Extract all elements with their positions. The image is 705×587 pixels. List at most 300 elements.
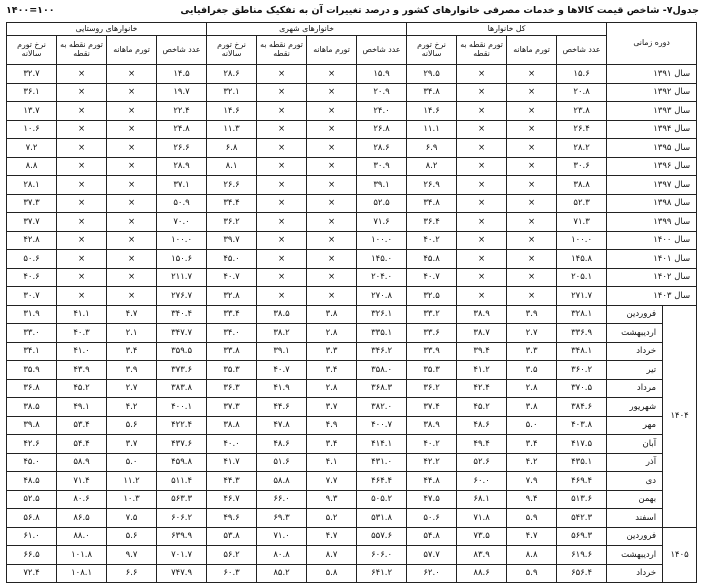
table-row	[7, 305, 697, 324]
table-cell: ۷.۹	[507, 472, 557, 491]
table-cell: ۲.۷	[107, 379, 157, 398]
table-cell: ۳۶.۲	[207, 213, 257, 232]
table-cell: ×	[257, 176, 307, 195]
table-cell: ۳۴.۱	[7, 342, 57, 361]
table-cell: ۶۴۱.۲	[357, 564, 407, 583]
table-cell: ۳۷.۱	[157, 176, 207, 195]
table-cell: ۳۶.۲	[407, 379, 457, 398]
table-cell: ×	[457, 83, 507, 102]
table-cell: ۶۶.۰	[257, 490, 307, 509]
month-label: آذر	[607, 453, 663, 472]
table-cell: ۴۰.۷	[207, 268, 257, 287]
table-cell: ۲۹.۵	[407, 65, 457, 84]
table-cell: ۴۰.۲	[407, 435, 457, 454]
table-cell: ×	[507, 102, 557, 121]
table-cell: ۶۳۹.۹	[157, 527, 207, 546]
month-label: بهمن	[607, 490, 663, 509]
column-header-row	[7, 36, 697, 65]
table-cell: ۴۲.۴	[457, 379, 507, 398]
table-cell: ۴۳.۹	[57, 361, 107, 380]
table-cell: ۲۸.۲	[557, 139, 607, 158]
table-cell: ۳.۷	[107, 435, 157, 454]
table-cell: ×	[257, 250, 307, 269]
table-body	[7, 65, 697, 583]
table-cell: ×	[507, 139, 557, 158]
table-cell: ۳۶.۳	[207, 379, 257, 398]
table-cell: ×	[57, 157, 107, 176]
table-cell: ×	[257, 65, 307, 84]
table-cell: ۵۳.۴	[57, 416, 107, 435]
table-cell: ×	[107, 139, 157, 158]
table-cell: ×	[457, 120, 507, 139]
table-cell: ۲۶.۴	[557, 120, 607, 139]
table-cell: ۴۵.۰	[207, 250, 257, 269]
table-cell: ×	[307, 120, 357, 139]
table-cell: ۳۶.۴	[407, 213, 457, 232]
table-cell: ×	[307, 194, 357, 213]
table-cell: ۳.۴	[107, 342, 157, 361]
table-cell: ۱۳.۷	[7, 102, 57, 121]
table-cell: ×	[507, 194, 557, 213]
table-cell: ۲۱۱.۷	[157, 268, 207, 287]
table-cell: ۴۴.۶	[257, 398, 307, 417]
table-cell: ۳۸.۵	[257, 305, 307, 324]
table-cell: ×	[107, 65, 157, 84]
annual-inflation-col-header: نرخ تورم سالانه	[407, 36, 457, 65]
table-cell: ۵.۲	[307, 509, 357, 528]
table-cell: ×	[107, 250, 157, 269]
table-cell: ۸۰.۸	[257, 546, 307, 565]
table-cell: ۴۰۳.۸	[557, 416, 607, 435]
table-row	[7, 287, 697, 306]
table-cell: ۱۵.۹	[357, 65, 407, 84]
table-cell: ۸۸.۶	[457, 564, 507, 583]
table-row	[7, 231, 697, 250]
table-cell: ۲۰.۸	[557, 83, 607, 102]
table-cell: ۳.۳	[507, 342, 557, 361]
table-row	[7, 527, 697, 546]
table-row	[7, 250, 697, 269]
row-label: سال ۱۳۹۱	[607, 65, 697, 84]
table-cell: ۸.۲	[407, 157, 457, 176]
table-cell: ۳۷۳.۶	[157, 361, 207, 380]
table-cell: ۳.۹	[507, 305, 557, 324]
table-row	[7, 490, 697, 509]
table-cell: ۳۷۰.۵	[557, 379, 607, 398]
month-label: شهریور	[607, 398, 663, 417]
table-cell: ×	[307, 83, 357, 102]
table-row	[7, 83, 697, 102]
table-cell: ۴۳۷.۶	[157, 435, 207, 454]
table-cell: ۵۶.۸	[7, 509, 57, 528]
table-cell: ×	[107, 102, 157, 121]
table-cell: ۶.۹	[407, 139, 457, 158]
table-cell: ۱۴۵.۰	[357, 250, 407, 269]
table-cell: ۵۱۳.۶	[557, 490, 607, 509]
table-cell: ×	[307, 268, 357, 287]
table-cell: ۳۴.۰	[207, 324, 257, 343]
table-cell: ۳۲.۸	[207, 287, 257, 306]
index-col-header: عدد شاخص	[157, 36, 207, 65]
table-cell: ۳۲.۵	[407, 287, 457, 306]
point-inflation-col-header: تورم نقطه به نقطه	[257, 36, 307, 65]
table-cell: ۴۳۵.۱	[557, 453, 607, 472]
table-cell: ۴۰۰.۱	[157, 398, 207, 417]
table-cell: ۴.۱	[307, 453, 357, 472]
table-cell: ۳۸.۵	[7, 398, 57, 417]
table-cell: ×	[507, 231, 557, 250]
table-cell: ×	[257, 287, 307, 306]
table-cell: ۳۴۸.۱	[557, 342, 607, 361]
table-cell: ×	[57, 65, 107, 84]
table-cell: ۱۱.۳	[207, 120, 257, 139]
month-label: تیر	[607, 361, 663, 380]
table-cell: ۴۶۹.۴	[557, 472, 607, 491]
table-row	[7, 194, 697, 213]
month-label: خرداد	[607, 564, 663, 583]
table-cell: ×	[257, 157, 307, 176]
table-row	[7, 342, 697, 361]
table-cell: ×	[457, 268, 507, 287]
table-cell: ×	[457, 194, 507, 213]
table-cell: ۸۰.۶	[57, 490, 107, 509]
table-cell: ۴.۹	[307, 416, 357, 435]
table-cell: ۳۷.۴	[407, 398, 457, 417]
table-cell: ۳۵.۹	[7, 361, 57, 380]
table-cell: ۵.۶	[107, 527, 157, 546]
table-cell: ۲۶.۸	[357, 120, 407, 139]
table-row	[7, 65, 697, 84]
table-cell: ۴۵۹.۸	[157, 453, 207, 472]
table-cell: ۴۱۷.۵	[557, 435, 607, 454]
table-cell: ۱۰۸.۱	[57, 564, 107, 583]
table-cell: ۵.۰	[507, 416, 557, 435]
table-cell: ۵۰.۶	[407, 509, 457, 528]
table-cell: ۵۰.۶	[7, 250, 57, 269]
table-cell: ×	[107, 231, 157, 250]
table-cell: ×	[257, 120, 307, 139]
row-label: سال ۱۳۹۳	[607, 102, 697, 121]
table-cell: ۴۸.۶	[257, 435, 307, 454]
table-cell: ۵۱.۶	[257, 453, 307, 472]
table-cell: ۵۸.۸	[257, 472, 307, 491]
table-cell: ۱۰۱.۸	[57, 546, 107, 565]
table-cell: ۱۱.۱	[407, 120, 457, 139]
table-cell: ۶۰۶.۲	[157, 509, 207, 528]
table-cell: ۲۴.۸	[157, 120, 207, 139]
table-cell: ×	[307, 231, 357, 250]
table-cell: ۵۲.۵	[7, 490, 57, 509]
table-cell: ۷.۲	[7, 139, 57, 158]
table-cell: ×	[57, 102, 107, 121]
group-header-urban: خانوارهای شهری	[207, 23, 407, 36]
table-cell: ۳۸.۸	[207, 416, 257, 435]
table-cell: ۳۸.۹	[457, 305, 507, 324]
table-cell: ۳۶.۸	[7, 379, 57, 398]
table-cell: ×	[507, 83, 557, 102]
table-cell: ۲۸.۱	[7, 176, 57, 195]
table-cell: ۳۷.۳	[7, 194, 57, 213]
table-cell: ۱۵۰.۶	[157, 250, 207, 269]
table-cell: ×	[57, 83, 107, 102]
month-label: دی	[607, 472, 663, 491]
table-cell: ۵.۹	[507, 564, 557, 583]
table-cell: ×	[57, 194, 107, 213]
table-cell: ×	[507, 287, 557, 306]
table-cell: ۶۵۶.۴	[557, 564, 607, 583]
table-cell: ۵۲.۳	[557, 194, 607, 213]
table-cell: ۳۴.۸	[407, 194, 457, 213]
table-cell: ×	[507, 268, 557, 287]
table-cell: ۳۶.۱	[7, 83, 57, 102]
table-cell: ۳.۵	[507, 361, 557, 380]
table-row	[7, 157, 697, 176]
table-cell: ۴۴.۳	[207, 472, 257, 491]
table-cell: ۵.۰	[107, 453, 157, 472]
table-cell: ۲۷۰.۸	[357, 287, 407, 306]
table-cell: ۴.۲	[107, 398, 157, 417]
table-row	[7, 324, 697, 343]
table-cell: ۲.۷	[507, 324, 557, 343]
table-cell: ۲۲.۴	[157, 102, 207, 121]
table-cell: ۷۴۷.۹	[157, 564, 207, 583]
table-cell: ۱۰.۳	[107, 490, 157, 509]
table-cell: ×	[57, 231, 107, 250]
table-cell: ۲۶.۶	[157, 139, 207, 158]
table-cell: ۲.۸	[307, 324, 357, 343]
table-row	[7, 213, 697, 232]
table-cell: ×	[457, 102, 507, 121]
table-row	[7, 361, 697, 380]
table-cell: ۳۸۳.۸	[157, 379, 207, 398]
table-cell: ۲۰۴.۰	[357, 268, 407, 287]
table-cell: ×	[307, 139, 357, 158]
table-cell: ۴۸.۶	[457, 416, 507, 435]
table-cell: ۶۱.۰	[7, 527, 57, 546]
table-cell: ۵۴.۸	[407, 527, 457, 546]
table-cell: ×	[257, 139, 307, 158]
table-cell: ۵۳۱.۸	[357, 509, 407, 528]
table-cell: ۷.۵	[107, 509, 157, 528]
row-label: سال ۱۳۹۲	[607, 83, 697, 102]
table-cell: ۳۸.۷	[457, 324, 507, 343]
table-cell: ۳۹.۷	[207, 231, 257, 250]
table-cell: ۵۵۷.۶	[357, 527, 407, 546]
table-cell: ۳۳۶.۹	[557, 324, 607, 343]
table-cell: ۳۰.۶	[557, 157, 607, 176]
table-cell: ×	[307, 176, 357, 195]
table-cell: ۴۰.۷	[257, 361, 307, 380]
table-cell: ۳.۴	[307, 361, 357, 380]
table-cell: ۱۴.۶	[407, 102, 457, 121]
table-cell: ۴۱.۱	[57, 305, 107, 324]
table-cell: ۴۳۱.۰	[357, 453, 407, 472]
table-cell: ۶۶.۵	[7, 546, 57, 565]
table-cell: ۴۵.۲	[57, 379, 107, 398]
table-cell: ۴.۲	[507, 453, 557, 472]
table-cell: ۵.۹	[507, 509, 557, 528]
row-label: سال ۱۴۰۰	[607, 231, 697, 250]
table-cell: ۳۳.۴	[207, 305, 257, 324]
table-cell: ۱۰۰.۰	[557, 231, 607, 250]
table-cell: ×	[257, 268, 307, 287]
table-cell: ۳.۸	[307, 305, 357, 324]
table-cell: ۴۷.۸	[257, 416, 307, 435]
table-cell: ×	[257, 83, 307, 102]
table-cell: ۵۲.۶	[457, 453, 507, 472]
year-label: ۱۴۰۵	[663, 527, 697, 583]
table-row	[7, 139, 697, 158]
table-cell: ۳۲.۱	[207, 83, 257, 102]
table-cell: ۴.۷	[507, 527, 557, 546]
table-row	[7, 176, 697, 195]
table-cell: ۶۱۹.۶	[557, 546, 607, 565]
table-cell: ۲.۸	[307, 379, 357, 398]
month-label: آبان	[607, 435, 663, 454]
table-cell: ۴۲.۶	[7, 435, 57, 454]
table-cell: ۱۵.۶	[557, 65, 607, 84]
row-label: سال ۱۳۹۹	[607, 213, 697, 232]
monthly-inflation-col-header: تورم ماهانه	[307, 36, 357, 65]
table-cell: ×	[57, 287, 107, 306]
table-cell: ۳۳.۸	[207, 342, 257, 361]
table-cell: ۸.۷	[307, 546, 357, 565]
table-cell: ۶.۸	[207, 139, 257, 158]
table-cell: ۲۷۱.۷	[557, 287, 607, 306]
table-cell: ×	[307, 287, 357, 306]
annual-inflation-col-header: نرخ تورم سالانه	[207, 36, 257, 65]
table-cell: ۵۶۳.۳	[157, 490, 207, 509]
table-cell: ۸.۸	[7, 157, 57, 176]
month-label: فروردین	[607, 527, 663, 546]
table-cell: ۷۲.۴	[7, 564, 57, 583]
table-header-bar	[6, 4, 699, 20]
table-cell: ۴۷.۵	[407, 490, 457, 509]
table-row	[7, 268, 697, 287]
table-cell: ۵۷.۷	[407, 546, 457, 565]
table-cell: ۳۳.۲	[407, 305, 457, 324]
table-cell: ۳۹.۴	[457, 342, 507, 361]
table-cell: ×	[307, 65, 357, 84]
table-cell: ×	[57, 176, 107, 195]
table-cell: ۵.۶	[107, 416, 157, 435]
table-cell: ×	[57, 250, 107, 269]
table-cell: ۴۶.۷	[207, 490, 257, 509]
table-cell: ۷۳.۵	[457, 527, 507, 546]
table-cell: ۴۰۰.۷	[357, 416, 407, 435]
table-row	[7, 546, 697, 565]
table-cell: ×	[257, 213, 307, 232]
table-row	[7, 379, 697, 398]
table-cell: ۴۵.۰	[7, 453, 57, 472]
row-label: سال ۱۳۹۸	[607, 194, 697, 213]
month-label: فروردین	[607, 305, 663, 324]
table-cell: ×	[457, 139, 507, 158]
table-row	[7, 435, 697, 454]
table-cell: ×	[107, 176, 157, 195]
month-label: اردیبهشت	[607, 546, 663, 565]
table-cell: ×	[307, 213, 357, 232]
table-cell: ×	[107, 213, 157, 232]
table-cell: ×	[307, 102, 357, 121]
table-cell: ۴۱.۲	[457, 361, 507, 380]
group-header-total: کل خانوارها	[407, 23, 607, 36]
table-cell: ۵۸.۹	[57, 453, 107, 472]
table-cell: ۴۵.۸	[407, 250, 457, 269]
table-cell: ۵۶.۲	[207, 546, 257, 565]
table-cell: ۲۰۵.۱	[557, 268, 607, 287]
table-cell: ۹.۴	[507, 490, 557, 509]
annual-inflation-col-header: نرخ تورم سالانه	[7, 36, 57, 65]
table-cell: ۴۰.۰	[207, 435, 257, 454]
table-cell: ۳۶۰.۲	[557, 361, 607, 380]
table-cell: ۷.۷	[307, 472, 357, 491]
table-cell: ۳۲۸.۱	[557, 305, 607, 324]
table-cell: ۳۴۷.۷	[157, 324, 207, 343]
table-cell: ۳۸.۲	[257, 324, 307, 343]
index-col-header: عدد شاخص	[557, 36, 607, 65]
table-cell: ×	[107, 157, 157, 176]
table-cell: ×	[107, 83, 157, 102]
table-cell: ۶۰.۳	[207, 564, 257, 583]
table-cell: ×	[57, 213, 107, 232]
table-cell: ۳۳.۶	[407, 324, 457, 343]
table-cell: ۳.۳	[307, 342, 357, 361]
table-cell: ۷۰.۰	[157, 213, 207, 232]
table-cell: ۲.۱	[107, 324, 157, 343]
row-label: سال ۱۴۰۳	[607, 287, 697, 306]
table-row	[7, 509, 697, 528]
month-label: مرداد	[607, 379, 663, 398]
table-cell: ۳۴.۸	[407, 83, 457, 102]
table-cell: ۳۳۵.۱	[357, 324, 407, 343]
point-inflation-col-header: تورم نقطه به نقطه	[457, 36, 507, 65]
table-cell: ۶۸.۱	[457, 490, 507, 509]
table-cell: ۳.۸	[507, 398, 557, 417]
table-row	[7, 416, 697, 435]
table-cell: ۴۱.۰	[57, 342, 107, 361]
table-cell: ۳۳.۰	[7, 324, 57, 343]
table-cell: ۴۴.۸	[407, 472, 457, 491]
table-cell: ۴۹.۱	[57, 398, 107, 417]
table-cell: ۱۰۰.۰	[157, 231, 207, 250]
table-cell: ۵۱۱.۴	[157, 472, 207, 491]
table-title: جدول۷- شاخص قیمت کالاها و خدمات مصرفی خانوارهای کشور و درصد تغییرات آن به تفکیک مناطق جغرافیایی	[180, 5, 699, 16]
table-cell: ۵۴۲.۳	[557, 509, 607, 528]
table-cell: ۳.۴	[307, 435, 357, 454]
table-cell: ۲۸.۶	[357, 139, 407, 158]
group-header-rural: خانوارهای روستایی	[7, 23, 207, 36]
row-label: سال ۱۴۰۲	[607, 268, 697, 287]
table-cell: ۶.۶	[107, 564, 157, 583]
table-cell: ۲۸.۶	[207, 65, 257, 84]
table-cell: ۱۴.۶	[207, 102, 257, 121]
table-cell: ۴۰.۷	[407, 268, 457, 287]
table-cell: ۴۰.۲	[407, 231, 457, 250]
table-cell: ×	[457, 287, 507, 306]
table-cell: ۳۳.۹	[407, 342, 457, 361]
month-label: اردیبهشت	[607, 324, 663, 343]
table-cell: ۴.۷	[307, 527, 357, 546]
table-cell: ×	[57, 120, 107, 139]
table-cell: ۲۸.۹	[157, 157, 207, 176]
table-cell: ×	[507, 157, 557, 176]
table-cell: ۸۵.۲	[257, 564, 307, 583]
table-cell: ۸.۱	[207, 157, 257, 176]
table-cell: ۴۰.۳	[57, 324, 107, 343]
table-cell: ×	[257, 231, 307, 250]
table-cell: ۷۱.۰	[257, 527, 307, 546]
